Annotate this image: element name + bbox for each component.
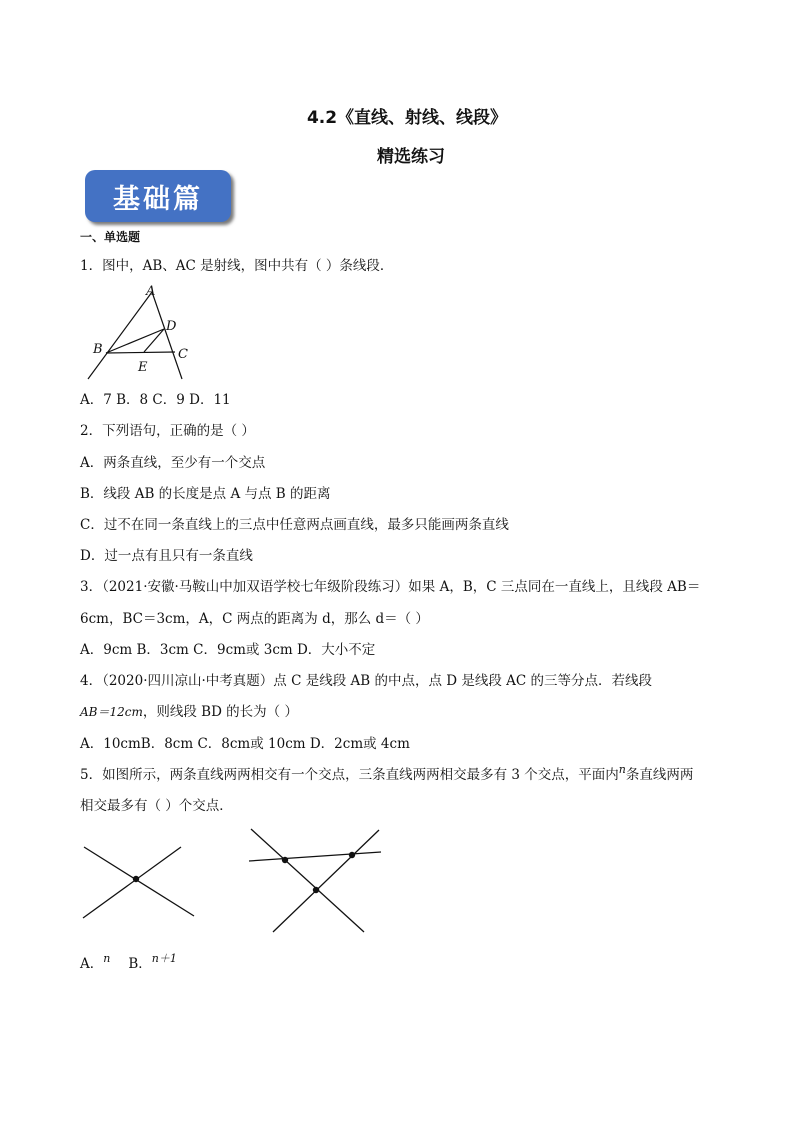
point-label-c: C (178, 347, 188, 362)
q4-stem-line1: 4．（2020·四川凉山·中考真题）点 C 是线段 AB 的中点，点 D 是线段 AC 的三等分点．若线段 (80, 673, 653, 689)
q5-option-a-label: A． (80, 956, 104, 972)
point-label-a: A (146, 284, 156, 299)
q5-option-b-expr: n＋1 (151, 952, 177, 965)
q4-stem-line2 (80, 700, 298, 720)
q2-option-b: B．线段 AB 的长度是点 A 与点 B 的距离 (80, 486, 331, 502)
level-badge: 基础篇 (85, 170, 231, 222)
q5-options (80, 952, 177, 972)
page-subtitle: 精选练习 (377, 147, 445, 167)
q1-triangle-figure (84, 280, 196, 382)
point-label-d: D (166, 319, 177, 334)
q5-stem-part1: 5．如图所示，两条直线两两相交有一个交点，三条直线两两相交最多有 3 个交点，平面内 (80, 767, 619, 783)
q2-stem: 2．下列语句，正确的是（ ） (80, 423, 255, 439)
q5-stem-line1 (80, 763, 693, 783)
page-title: 4.2《直线、射线、线段》 (306, 108, 508, 128)
q4-stem-rest: ，则线段 BD 的长为（ ） (142, 704, 298, 720)
q5-stem-line2: 相交最多有（ ）个交点． (80, 798, 233, 814)
q1-stem: 1．图中，AB、AC 是射线，图中共有（ ）条线段． (80, 258, 394, 274)
q2-option-d: D．过一点有且只有一条直线 (80, 548, 253, 564)
q5-variable-n: n (618, 763, 626, 776)
q2-option-c: C．过不在同一条直线上的三点中任意两点画直线，最多只能画两条直线 (80, 517, 509, 533)
q3-stem-line2: 6cm，BC＝3cm，A，C 两点的距离为 d，那么 d＝（ ） (80, 611, 429, 627)
q5-three-lines-figure (246, 826, 384, 936)
q4-options: A．10cmB．8cm C．8cm或 10cm D．2cm或 4cm (80, 736, 410, 752)
q5-stem-part2: 条直线两两 (625, 767, 694, 783)
q3-stem-line1: 3．（2021·安徽·马鞍山中加双语学校七年级阶段练习）如果 A，B，C 三点同在一直线上，且线段 AB＝ (80, 579, 701, 595)
q5-two-lines-figure (80, 843, 198, 921)
q3-options: A．9cm B．3cm C．9cm或 3cm D．大小不定 (80, 642, 376, 658)
section-heading: 一、单选题 (80, 230, 141, 244)
q5-option-b-label: B． (128, 956, 152, 972)
q2-option-a: A．两条直线，至少有一个交点 (80, 455, 266, 471)
point-label-e: E (138, 360, 148, 375)
point-label-b: B (93, 342, 103, 357)
q4-expression: AB＝12cm (80, 705, 143, 719)
q1-options: A．7 B．8 C．9 D．11 (80, 392, 231, 408)
q5-option-a-expr: n (103, 952, 111, 965)
